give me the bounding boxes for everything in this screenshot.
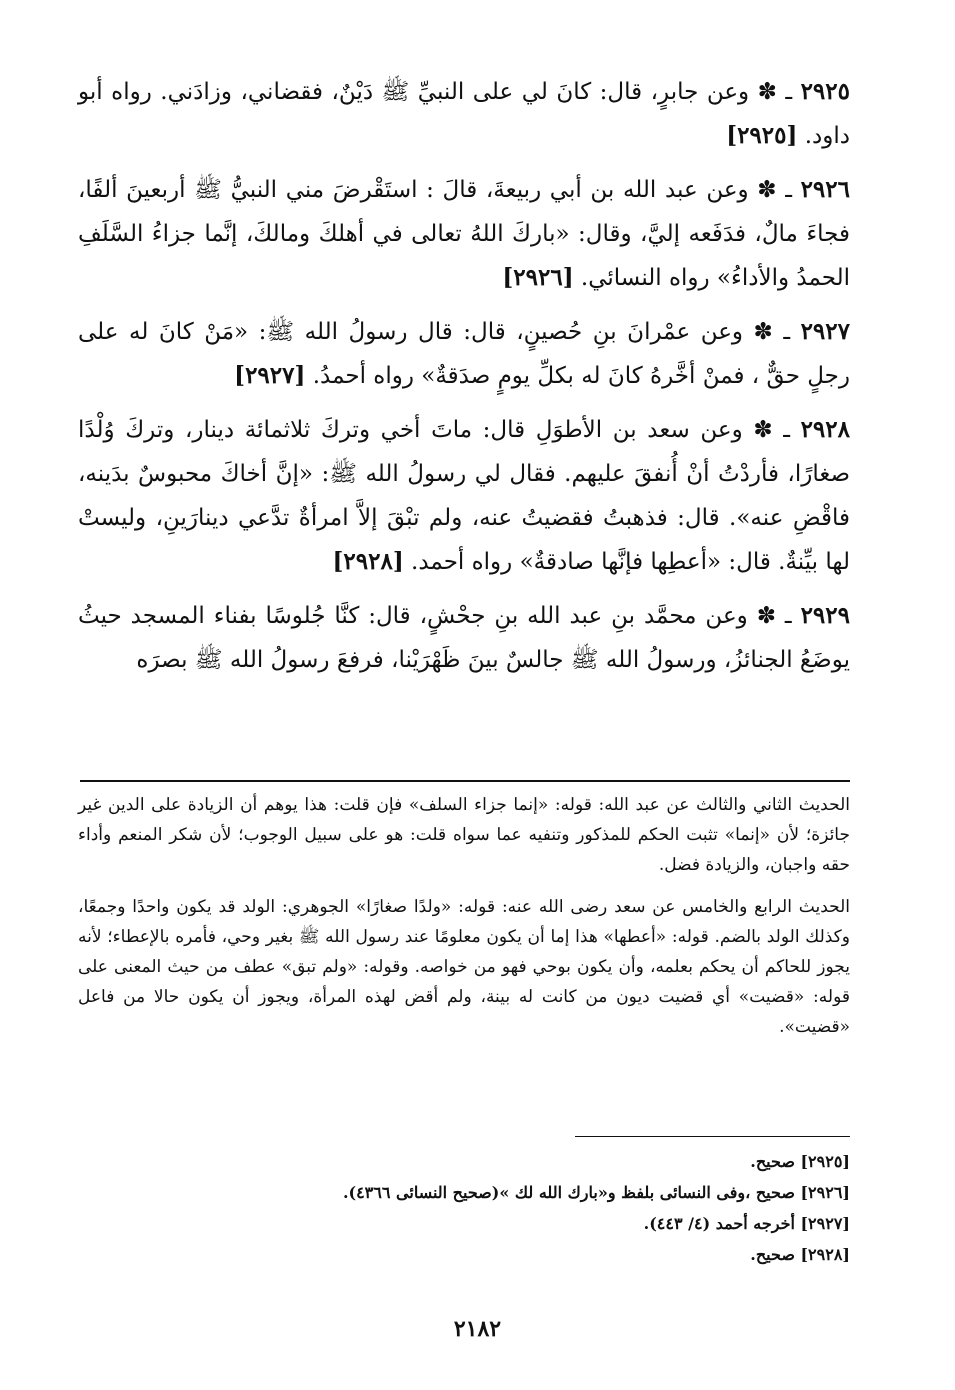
hadith-body bbox=[78, 70, 850, 692]
hadith-number: ٢٩٢٨ bbox=[800, 416, 850, 443]
hadith-number: ٢٩٢٩ bbox=[800, 602, 850, 629]
commentary-section bbox=[78, 790, 850, 1054]
footnote: [٢٩٢٥] صحيح. bbox=[750, 1152, 850, 1171]
hadith-2929 bbox=[78, 594, 850, 682]
page-number: ٢١٨٢ bbox=[453, 1316, 502, 1342]
hadith-2925 bbox=[78, 70, 850, 158]
footnotes-divider bbox=[575, 1136, 850, 1137]
hadith-2926 bbox=[78, 168, 850, 300]
commentary-divider bbox=[80, 780, 850, 782]
hadith-text: ـ ✽ وعن محمَّد بنِ عبد الله بنِ جحْشٍ، قال: كنَّا جُلوسًا بفناء المسجد حيثُ يوضَعُ الجنائزُ، ورسولُ الله ﷺ جالسٌ بينَ ظَهْرَيْنا، فرفعَ رسولُ الله ﷺ بصرَه bbox=[78, 603, 850, 673]
footnote: [٢٩٢٦] صحيح ،وفى النسائى بلفظ و«بارك الله لك »(صحيح النسائى ٤٣٦٦). bbox=[342, 1183, 850, 1202]
commentary-paragraph: الحديث الثاني والثالث عن عبد الله: قوله: «إنما جزاء السلف» فإن قلت: هذا يوهم أن الزيادة على الدين غير جائزة؛ لأن «إنما» تثبت الحكم للمذكور وتنفيه عما سواه قلت: هو على سبيل الوجوب؛ لأن شكر المنعم وأداء حقه واجبان، والزيادة فضل. bbox=[78, 795, 850, 875]
hadith-reference: [٢٩٢٨] bbox=[332, 548, 404, 575]
commentary-paragraph: الحديث الرابع والخامس عن سعد رضى الله عنه: قوله: «ولدًا صغارًا» الجوهري: الولد قد يكون واحدًا وجمعًا، وكذلك الولد بالضم. قوله: «أعطها» هذا إما أن يكون معلومًا عند رسول الله ﷺ بغير وحي، فأمره بالإعطاء؛ لأنه يجوز للحاكم أن يحكم بعلمه، وأن يكون بوحي فهو من خواصه. وقوله: «ولم تبق» عطف من حيث المعنى على قوله: «قضيت» أي قضيت ديون من كانت له بينة، ولم أقض لهذه المرأة، ويجوز أن يكون حالا من فاعل «قضيت». bbox=[78, 897, 850, 1037]
hadith-reference: [٢٩٢٧] bbox=[234, 362, 306, 389]
footnote: [٢٩٢٨] صحيح. bbox=[750, 1245, 850, 1264]
hadith-text: ـ ✽ وعن عمْرانَ بنِ حُصينٍ، قال: قال رسولُ الله ﷺ: «مَنْ كانَ له على رجلٍ حقٌّ ، فمنْ أخَّرهُ كانَ له بكلِّ يومٍ صدَقةٌ» رواه أحمدُ. bbox=[78, 319, 850, 389]
hadith-reference: [٢٩٢٦] bbox=[502, 264, 574, 291]
hadith-text: ـ ✽ وعن عبد الله بن أبي ربيعةَ، قالَ : استَقْرضَ مني النبيُّ ﷺ أربعينَ ألفًا، فجاءَ مالٌ، فدَفَعه إليَّ، وقال: «باركَ اللهُ تعالى في أهلكَ ومالكَ، إنَّما جزاءُ السَّلَفِ الحمدُ والأداءُ» رواه النسائي. bbox=[78, 177, 850, 291]
hadith-text: ـ ✽ وعن جابرٍ، قال: كانَ لي على النبيِّ ﷺ دَيْنٌ، فقضاني، وزادَني. رواه أبو داود. bbox=[78, 79, 850, 149]
hadith-reference: [٢٩٢٥] bbox=[726, 122, 798, 149]
footnotes bbox=[78, 1146, 850, 1270]
hadith-2927 bbox=[78, 310, 850, 398]
hadith-number: ٢٩٢٥ bbox=[800, 78, 850, 105]
hadith-2928 bbox=[78, 408, 850, 584]
footnote: [٢٩٢٧] أخرجه أحمد (٤/ ٤٤٣). bbox=[643, 1214, 850, 1233]
hadith-number: ٢٩٢٦ bbox=[800, 176, 850, 203]
hadith-text: ـ ✽ وعن سعد بن الأطوَلِ قال: ماتَ أخي وتركَ ثلاثمائة دينار، وتركَ وُلْدًا صغارًا، فأردْتُ أنْ أُنفقَ عليهم. فقال لي رسولُ الله ﷺ: «إنَّ أخاكَ محبوسٌ بدَينه، فاقْضِ عنه». قال: فذهبتُ فقضيتُ عنه، ولم تبْقَ إلاَّ امرأةٌ تدَّعي دينارَينِ، وليستْ لها بيِّنةٌ. قال: «أعطِها فإنَّها صادقةٌ» رواه أحمد. bbox=[78, 417, 850, 575]
hadith-number: ٢٩٢٧ bbox=[800, 318, 850, 345]
